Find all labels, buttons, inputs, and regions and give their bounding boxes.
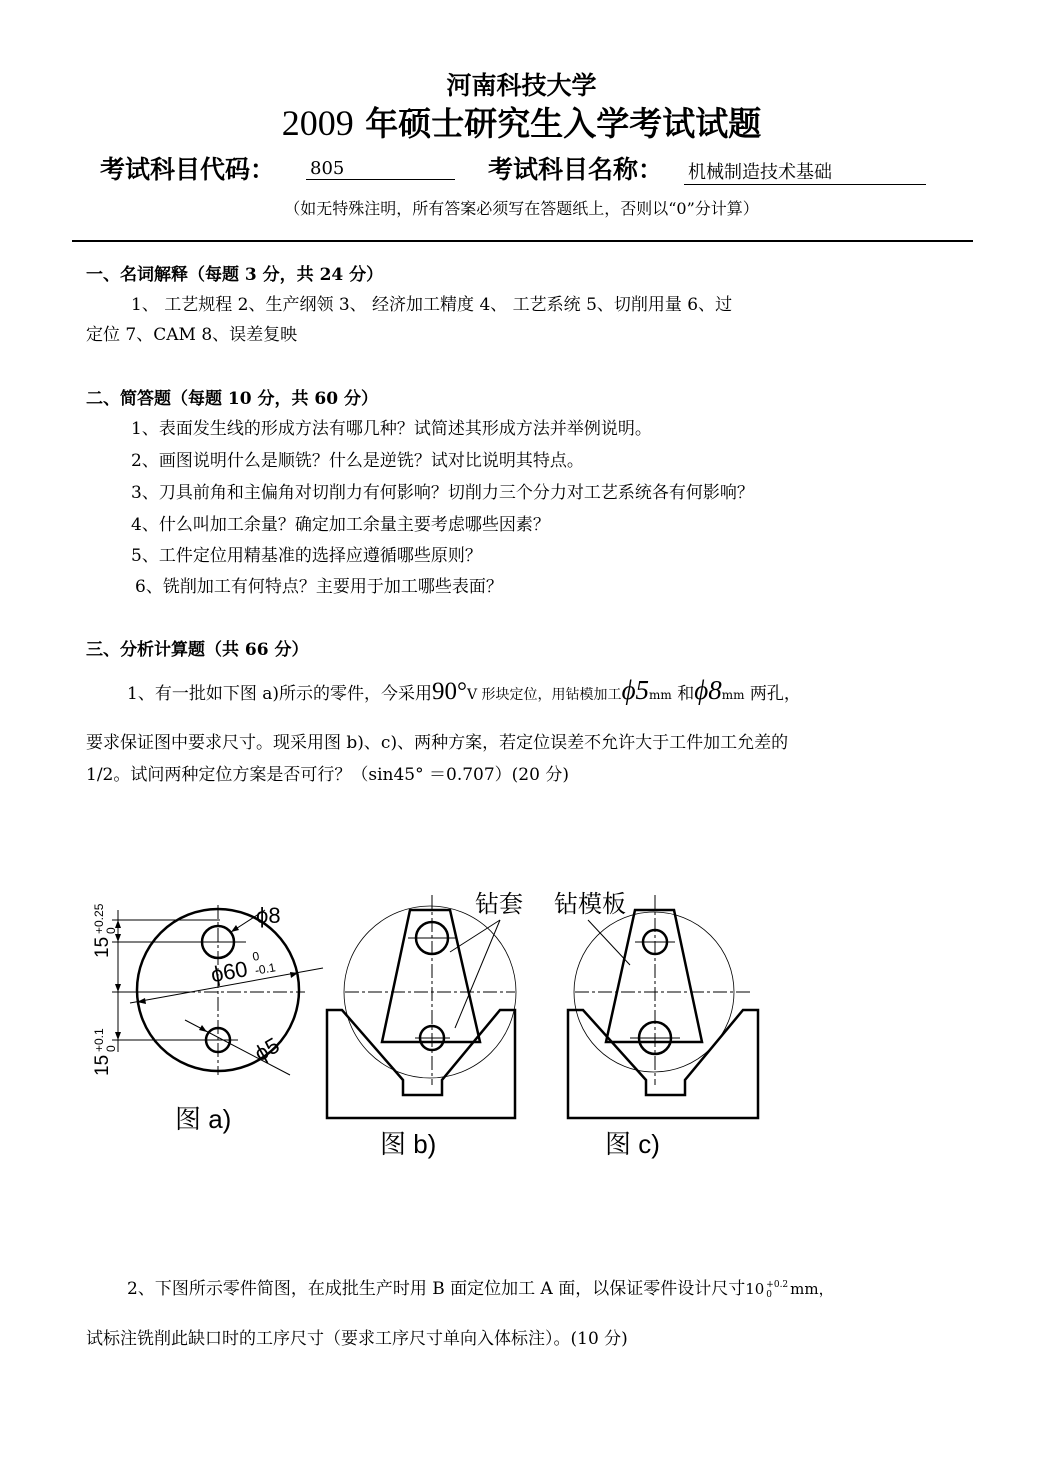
figure-b-label: 图 b) <box>380 1129 437 1159</box>
q1-line2: 要求保证图中要求尺寸。现采用图 b)、c)、两种方案，若定位误差不允许大于工件加工允差的 <box>86 733 789 753</box>
jig-figure <box>90 880 790 1170</box>
question-item: 1、表面发生线的形成方法有哪几种？试简述其形成方法并举例说明。 <box>131 419 652 439</box>
q2-unit: mm， <box>790 1280 834 1298</box>
question-item: 3、刀具前角和主偏角对切削力有何影响？切削力三个分力对工艺系统各有何影响？ <box>131 483 754 503</box>
q2-line2: 试标注铣削此缺口时的工序尺寸（要求工序尺寸单向入体标注）。(10 分) <box>86 1329 628 1349</box>
exam-note: （如无特殊注明，所有答案必须写在答题纸上，否则以“0”分计算） <box>284 199 759 218</box>
q1-text-a: 1、有一批如下图 a)所示的零件，今采用 <box>127 684 432 704</box>
tol-60-low: -0.1 <box>253 960 277 978</box>
v-block-b <box>327 1010 515 1118</box>
q1-mm2: mm <box>721 688 745 702</box>
figure-a <box>92 903 323 1134</box>
label-phi5: ϕ5 <box>250 1032 284 1067</box>
label-drill-plate: 钻模板 <box>554 891 626 918</box>
label-phi60: ϕ60 <box>208 956 250 988</box>
subject-name-label: 考试科目名称： <box>488 155 664 184</box>
header-divider <box>72 240 973 242</box>
subject-code-label: 考试科目代码： <box>100 155 276 184</box>
q1-text-c: 两孔， <box>749 684 801 704</box>
tol-15-bottom-up: +0.1 <box>92 1028 106 1052</box>
university-name: 河南科技大学 <box>446 71 597 100</box>
figure-c <box>554 891 758 1159</box>
tol-15-top-up: +0.25 <box>92 903 106 934</box>
q2-tol-up: +0.2 <box>766 1279 789 1290</box>
q2-dim: 10 <box>745 1280 765 1298</box>
dim-15-top: 15 <box>92 936 113 958</box>
q1-phi5: ϕ5 <box>621 675 650 705</box>
question-item: 5、工件定位用精基准的选择应遵循哪些原则？ <box>131 546 482 566</box>
q2-line1 <box>127 1274 834 1300</box>
subject-code-value: 805 <box>306 158 455 180</box>
q1-phi8: ϕ8 <box>694 675 722 705</box>
section1-title: 一、名词解释（每题 3 分，共 24 分） <box>86 265 384 285</box>
q1-line3: 1/2。试问两种定位方案是否可行？（sin45° ＝0.707）(20 分) <box>86 765 569 785</box>
exam-title <box>0 98 1043 145</box>
q2-tol-low: 0 <box>766 1289 773 1300</box>
figure-b <box>327 891 523 1159</box>
dim-15-bottom: 15 <box>92 1054 113 1076</box>
section2-title: 二、简答题（每题 10 分，共 60 分） <box>86 389 378 409</box>
section3-title: 三、分析计算题（共 66 分） <box>86 640 309 660</box>
question-item: 4、什么叫加工余量？确定加工余量主要考虑哪些因素？ <box>131 515 550 535</box>
figure-c-label: 图 c) <box>605 1129 660 1159</box>
label-phi8: ϕ8 <box>256 903 281 928</box>
v-block-c <box>568 1010 758 1118</box>
question-item: 6、铣削加工有何特点？主要用于加工哪些表面？ <box>135 577 503 597</box>
label-drill-sleeve: 钻套 <box>475 891 523 918</box>
section1-line1: 1、 工艺规程 2、生产纲领 3、 经济加工精度 4、 工艺系统 5、切削用量 6、过 <box>131 295 733 315</box>
q1-text-b: V 形块定位，用钻模加工 <box>467 687 622 703</box>
figure-a-label: 图 a) <box>175 1104 232 1134</box>
question-item: 2、画图说明什么是顺铣？什么是逆铣？试对比说明其特点。 <box>131 451 584 471</box>
tol-15-bottom-low: 0 <box>104 1045 118 1052</box>
exam-title-text: 年硕士研究生入学考试试题 <box>353 104 762 143</box>
section1-line2: 定位 7、CAM 8、误差复映 <box>86 325 298 345</box>
subject-name-value: 机械制造技术基础 <box>684 158 926 185</box>
q2-text-a: 2、下图所示零件简图，在成批生产时用 B 面定位加工 A 面，以保证零件设计尺寸 <box>127 1279 746 1299</box>
tol-15-top-low: 0 <box>104 927 118 934</box>
q1-line1 <box>127 675 801 706</box>
drill-plate-b <box>382 910 480 1042</box>
exam-year: 2009 <box>281 103 354 143</box>
q1-mm1: mm <box>649 688 672 702</box>
tol-60-up: 0 <box>251 948 261 964</box>
q1-and: 和 <box>677 684 695 704</box>
q1-angle: 90° <box>432 678 467 705</box>
